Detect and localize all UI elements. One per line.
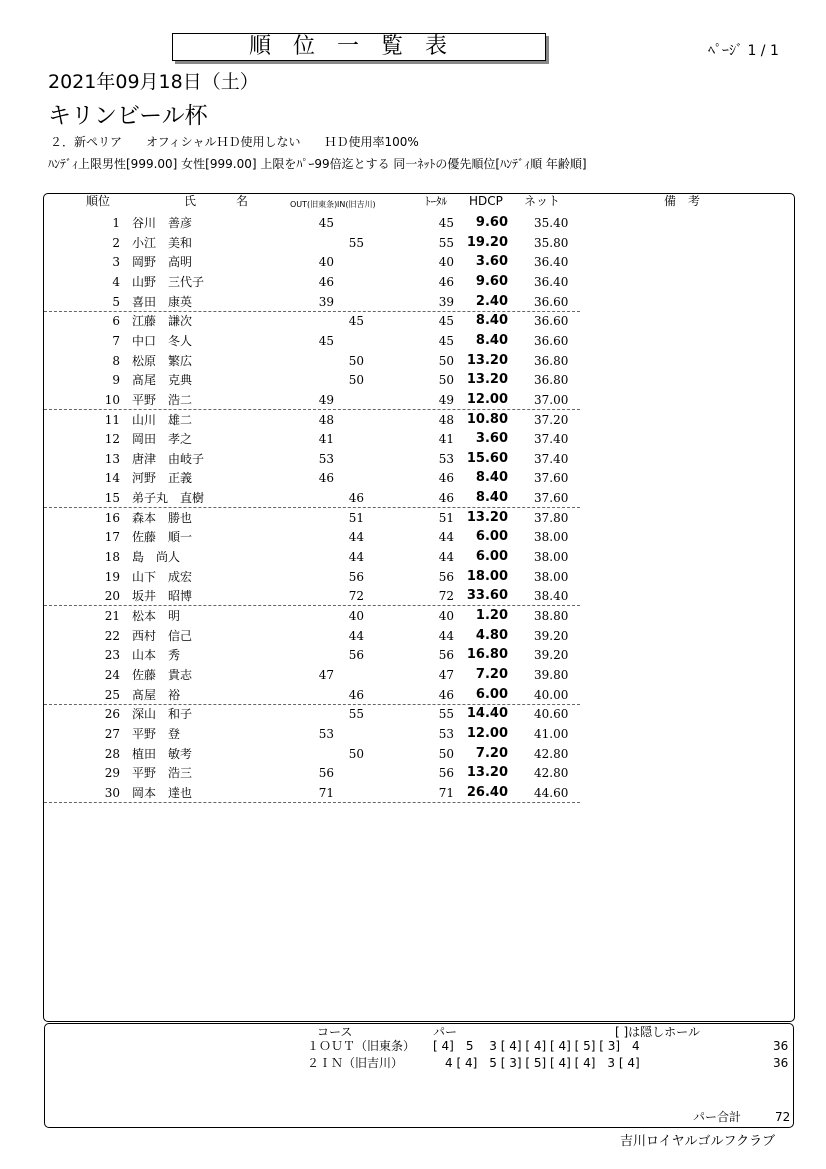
table-row	[44, 546, 580, 566]
cell-total: 48	[438, 412, 454, 427]
cell-out: 45	[318, 216, 334, 230]
cell-in: 55	[348, 235, 364, 250]
cell-net: 41.00	[534, 726, 569, 741]
cell-net: 35.80	[534, 235, 569, 250]
cell-rank: 12	[104, 432, 120, 447]
hidden-hole-note: [ ]は隠しホール	[615, 1025, 700, 1039]
cell-total: 41	[438, 432, 454, 447]
cell-net: 37.00	[534, 392, 569, 407]
cell-net: 36.60	[534, 294, 569, 309]
course-par-total: 36	[773, 1056, 789, 1070]
cell-hdcp: 8.40	[475, 332, 508, 348]
cell-net: 36.80	[534, 373, 569, 388]
cell-hdcp: 3.60	[475, 254, 508, 270]
cell-name: 森本 勝也	[132, 510, 193, 525]
cell-total: 50	[438, 353, 454, 368]
col-header-remarks: 備 考	[664, 194, 701, 208]
table-row	[44, 566, 580, 586]
scoring-conditions: ２．新ペリア オフィシャルＨＤ使用しない ＨＤ使用率100%	[50, 135, 419, 149]
cell-hdcp: 13.20	[466, 509, 508, 525]
cell-total: 40	[438, 255, 454, 270]
table-row	[44, 251, 580, 271]
cell-rank: 18	[104, 550, 120, 565]
cell-out: 53	[318, 451, 334, 466]
results-table	[43, 193, 795, 1022]
cell-total: 53	[438, 726, 454, 741]
course-par-table	[44, 1023, 794, 1128]
cell-rank: 5	[112, 294, 120, 309]
cell-total: 71	[438, 785, 454, 800]
cell-name: 唐津 由岐子	[132, 451, 205, 466]
table-row	[44, 644, 580, 664]
par-label: パー	[433, 1025, 458, 1039]
cell-net: 40.60	[534, 707, 569, 722]
cell-total: 47	[438, 667, 454, 682]
cell-in: 40	[348, 609, 364, 623]
cell-net: 37.80	[534, 510, 569, 525]
cell-hdcp: 2.40	[475, 293, 508, 309]
table-row	[44, 664, 580, 684]
table-row	[44, 330, 580, 350]
cell-name: 坂井 昭博	[132, 589, 193, 604]
page-title: 順位一覧表	[172, 33, 546, 61]
course-holes: [ 4] 5 3 [ 4] [ 4] [ 4] [ 5] [ 3] 4	[433, 1039, 640, 1053]
cell-name: 山野 三代子	[132, 274, 205, 289]
cell-total: 46	[438, 491, 454, 506]
cell-out: 39	[318, 294, 334, 309]
cell-name: 弟子丸 直樹	[132, 491, 205, 506]
cell-rank: 7	[112, 333, 120, 348]
cell-rank: 28	[104, 746, 120, 761]
cell-in: 55	[348, 707, 364, 722]
cell-in: 50	[348, 353, 364, 368]
table-row	[44, 428, 580, 448]
cell-hdcp: 12.00	[466, 391, 508, 407]
cell-total: 45	[438, 333, 454, 348]
cell-rank: 17	[104, 530, 120, 545]
cell-net: 38.00	[534, 569, 569, 584]
event-date: 2021年09月18日（土）	[48, 71, 259, 93]
cell-net: 37.40	[534, 432, 569, 447]
par-total-label: パー合計	[693, 1110, 742, 1124]
col-header-out: OUT(旧東条)	[290, 200, 338, 209]
cell-rank: 14	[104, 471, 120, 486]
cell-hdcp: 6.00	[475, 549, 508, 565]
cell-rank: 15	[104, 491, 120, 506]
cell-out: 45	[318, 333, 334, 348]
cell-name: 佐藤 順一	[132, 530, 193, 545]
cell-in: 46	[348, 687, 364, 702]
cell-net: 42.80	[534, 746, 569, 761]
table-row	[44, 762, 580, 782]
event-name: キリンビール杯	[48, 103, 208, 129]
cell-in: 56	[348, 648, 364, 663]
course-holes: 4 [ 4] 5 [ 3] [ 5] [ 4] [ 4] 3 [ 4]	[445, 1056, 640, 1070]
cell-hdcp: 8.40	[475, 490, 508, 506]
col-header-hdcp: HDCP	[469, 194, 503, 208]
cell-total: 50	[438, 746, 454, 761]
course-name: １ＯＵＴ（旧東条）	[307, 1039, 416, 1053]
cell-total: 40	[438, 609, 454, 623]
table-row	[44, 605, 580, 625]
cell-rank: 13	[104, 451, 120, 466]
cell-rank: 29	[104, 766, 120, 781]
cell-name: 山川 雄二	[132, 412, 193, 427]
cell-out: 53	[318, 726, 334, 741]
cell-name: 河野 正義	[132, 471, 193, 486]
cell-net: 37.60	[534, 491, 569, 506]
col-header-net: ネット	[524, 194, 561, 208]
cell-total: 44	[438, 550, 454, 565]
col-header-total: ﾄｰﾀﾙ	[425, 195, 447, 208]
col-header-rank: 順位	[86, 194, 111, 208]
cell-out: 40	[318, 255, 334, 270]
cell-net: 37.40	[534, 451, 569, 466]
cell-out: 46	[318, 471, 334, 486]
cell-rank: 25	[104, 687, 120, 702]
cell-rank: 23	[104, 648, 120, 663]
cell-name: 島 尚人	[132, 550, 181, 565]
cell-net: 36.40	[534, 274, 569, 289]
cell-in: 44	[348, 628, 364, 643]
cell-total: 49	[438, 392, 454, 407]
cell-name: 山本 秀	[132, 648, 181, 663]
cell-name: 岡田 孝之	[132, 432, 193, 447]
col-header-name-surname: 氏	[184, 194, 197, 208]
club-name: 吉川ロイヤルゴルフクラブ	[620, 1134, 776, 1149]
cell-net: 38.00	[534, 550, 569, 565]
cell-hdcp: 13.20	[466, 765, 508, 781]
cell-name: 小江 美和	[132, 235, 193, 250]
table-row	[44, 743, 580, 763]
cell-hdcp: 1.20	[475, 608, 508, 623]
table-row	[44, 291, 580, 312]
cell-name: 中口 冬人	[132, 333, 193, 348]
cell-rank: 6	[112, 314, 120, 329]
table-row	[44, 409, 580, 429]
cell-rank: 10	[104, 392, 120, 407]
cell-in: 45	[348, 314, 364, 329]
cell-hdcp: 18.00	[466, 568, 508, 584]
cell-rank: 27	[104, 726, 120, 741]
table-row	[44, 585, 580, 606]
table-row	[44, 782, 580, 803]
cell-out: 71	[318, 785, 334, 800]
cell-rank: 2	[112, 235, 120, 250]
cell-hdcp: 7.20	[475, 666, 508, 682]
cell-out: 56	[318, 766, 334, 781]
cell-in: 46	[348, 491, 364, 506]
table-row	[44, 487, 580, 508]
cell-hdcp: 6.00	[475, 686, 508, 702]
table-row	[44, 703, 580, 723]
cell-hdcp: 3.60	[475, 431, 508, 447]
cell-in: 51	[348, 510, 364, 525]
cell-name: 喜田 康英	[132, 294, 193, 309]
cell-rank: 3	[112, 255, 120, 270]
cell-rank: 19	[104, 569, 120, 584]
course-label: コース	[317, 1025, 353, 1039]
cell-total: 56	[438, 766, 454, 781]
cell-rank: 9	[112, 373, 120, 388]
cell-hdcp: 9.60	[475, 273, 508, 289]
cell-name: 西村 信己	[132, 628, 193, 643]
cell-net: 38.40	[534, 589, 569, 604]
cell-total: 44	[438, 530, 454, 545]
cell-name: 松原 繁広	[132, 353, 193, 368]
cell-rank: 1	[112, 216, 120, 230]
cell-hdcp: 8.40	[475, 313, 508, 329]
cell-rank: 24	[104, 667, 120, 682]
cell-hdcp: 15.60	[466, 450, 508, 466]
cell-total: 53	[438, 451, 454, 466]
cell-in: 56	[348, 569, 364, 584]
cell-total: 46	[438, 274, 454, 289]
par-total-value: 72	[775, 1110, 791, 1124]
cell-name: 岡本 達也	[132, 785, 193, 800]
cell-net: 36.80	[534, 353, 569, 368]
cell-out: 49	[318, 392, 334, 407]
cell-name: 江藤 謙次	[132, 314, 193, 329]
cell-hdcp: 12.00	[466, 725, 508, 741]
cell-rank: 8	[112, 353, 120, 368]
cell-total: 46	[438, 471, 454, 486]
cell-name: 松本 明	[132, 609, 181, 623]
cell-out: 48	[318, 412, 334, 427]
cell-total: 56	[438, 648, 454, 663]
cell-net: 40.00	[534, 687, 569, 702]
cell-rank: 21	[104, 609, 120, 623]
cell-out: 46	[318, 274, 334, 289]
course-par-total: 36	[773, 1039, 789, 1053]
table-row	[44, 507, 580, 527]
cell-total: 46	[438, 687, 454, 702]
table-row	[44, 369, 580, 389]
cell-name: 植田 敏考	[132, 746, 193, 761]
cell-name: 山下 成宏	[132, 569, 193, 584]
cell-hdcp: 10.80	[466, 411, 508, 427]
cell-hdcp: 4.80	[475, 627, 508, 643]
cell-in: 44	[348, 550, 364, 565]
cell-total: 51	[438, 510, 454, 525]
cell-rank: 30	[104, 785, 120, 800]
cell-rank: 20	[104, 589, 120, 604]
cell-name: 髙尾 克典	[132, 373, 193, 388]
cell-total: 55	[438, 707, 454, 722]
table-row	[44, 526, 580, 546]
cell-hdcp: 19.20	[466, 234, 508, 250]
cell-total: 45	[438, 216, 454, 230]
cell-hdcp: 33.60	[466, 588, 508, 604]
cell-total: 55	[438, 235, 454, 250]
cell-name: 深山 和子	[132, 707, 193, 722]
cell-net: 42.80	[534, 766, 569, 781]
table-row	[44, 310, 580, 330]
cell-total: 44	[438, 628, 454, 643]
cell-total: 39	[438, 294, 454, 309]
cell-net: 36.60	[534, 333, 569, 348]
cell-total: 45	[438, 314, 454, 329]
table-row	[44, 389, 580, 410]
cell-hdcp: 6.00	[475, 529, 508, 545]
cell-hdcp: 26.40	[466, 784, 508, 800]
cell-hdcp: 8.40	[475, 470, 508, 486]
cell-net: 39.20	[534, 628, 569, 643]
cell-name: 谷川 善彦	[132, 216, 193, 230]
cell-in: 72	[348, 589, 364, 604]
table-row	[44, 684, 580, 705]
cell-name: 平野 登	[132, 726, 181, 741]
table-row	[44, 232, 580, 252]
table-row	[44, 448, 580, 468]
cell-net: 37.60	[534, 471, 569, 486]
cell-hdcp: 9.60	[475, 215, 508, 230]
page-number: ﾍﾟｰｼﾞ 1 / 1	[708, 43, 779, 59]
cell-net: 36.60	[534, 314, 569, 329]
cell-net: 39.80	[534, 667, 569, 682]
cell-in: 50	[348, 746, 364, 761]
table-row	[44, 271, 580, 291]
col-header-name-given: 名	[236, 194, 249, 208]
handicap-conditions: ﾊﾝﾃﾞｨ上限男性[999.00] 女性[999.00] 上限をﾊﾟｰ99倍迄とする 同一ﾈｯﾄの優先順位[ﾊﾝﾃﾞｨ順 年齢順]	[48, 157, 587, 171]
cell-name: 岡野 高明	[132, 255, 193, 270]
table-row	[44, 350, 580, 370]
cell-name: 平野 浩二	[132, 392, 193, 407]
cell-net: 39.20	[534, 648, 569, 663]
cell-net: 38.80	[534, 609, 569, 623]
table-row	[44, 467, 580, 487]
cell-rank: 16	[104, 510, 120, 525]
course-name: ２ＩＮ（旧吉川）	[307, 1056, 404, 1070]
table-row	[44, 212, 580, 232]
cell-net: 35.40	[534, 216, 569, 230]
table-row	[44, 625, 580, 645]
cell-total: 56	[438, 569, 454, 584]
cell-hdcp: 13.20	[466, 372, 508, 388]
cell-hdcp: 16.80	[466, 647, 508, 663]
cell-net: 44.60	[534, 785, 569, 800]
cell-net: 37.20	[534, 412, 569, 427]
cell-net: 38.00	[534, 530, 569, 545]
cell-out: 41	[318, 432, 334, 447]
cell-hdcp: 13.20	[466, 352, 508, 368]
cell-total: 50	[438, 373, 454, 388]
cell-name: 佐藤 貴志	[132, 667, 193, 682]
cell-rank: 11	[104, 412, 120, 427]
cell-rank: 22	[104, 628, 120, 643]
cell-total: 72	[438, 589, 454, 604]
cell-rank: 4	[112, 274, 120, 289]
cell-hdcp: 14.40	[466, 706, 508, 722]
table-row	[44, 723, 580, 743]
col-header-in: IN(旧吉川)	[337, 200, 376, 209]
cell-out: 47	[318, 667, 334, 682]
cell-in: 44	[348, 530, 364, 545]
cell-name: 平野 浩三	[132, 766, 193, 781]
cell-rank: 26	[104, 707, 120, 722]
cell-net: 36.40	[534, 255, 569, 270]
cell-hdcp: 7.20	[475, 745, 508, 761]
cell-in: 50	[348, 373, 364, 388]
cell-name: 髙屋 裕	[132, 687, 181, 702]
